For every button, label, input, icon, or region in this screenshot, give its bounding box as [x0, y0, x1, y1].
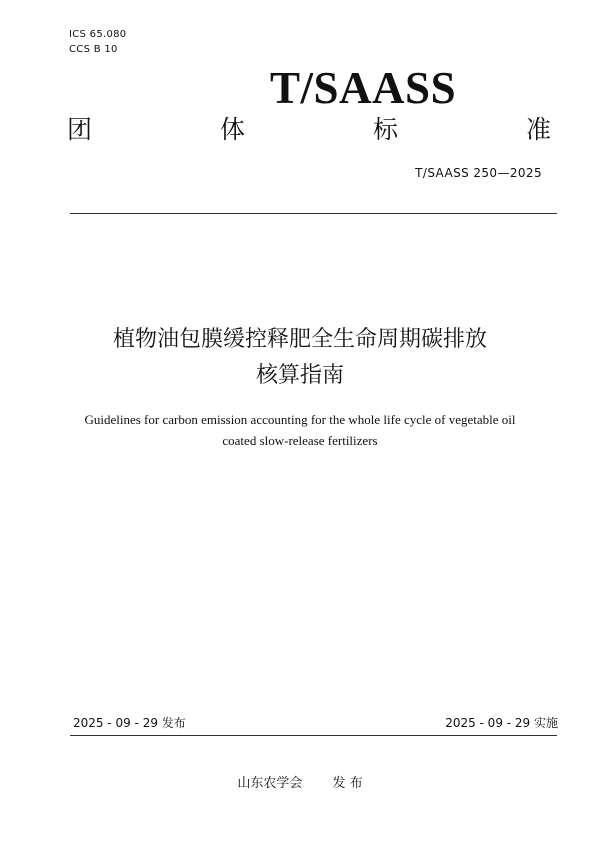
english-title-line: Guidelines for carbon emission accounting for the whole life cycle of vegetable oil	[84, 412, 516, 427]
release-date: 2025 - 09 - 29 发布	[73, 716, 186, 730]
standard-type-char: 标	[372, 115, 398, 144]
standard-type-heading	[67, 112, 551, 148]
issuer-line	[0, 775, 600, 793]
standard-logo-text: T/SAASS	[270, 63, 457, 113]
standard-type-char: 团	[67, 115, 93, 144]
english-title-line: coated slow-release fertilizers	[222, 433, 378, 448]
issuer-organization: 山东农学会	[237, 776, 303, 791]
standard-type-char: 体	[219, 115, 245, 144]
chinese-title-line: 植物油包膜缓控释肥全生命周期碳排放	[112, 327, 487, 352]
ics-code: ICS 65.080	[69, 29, 127, 40]
standard-type-char: 准	[525, 115, 551, 144]
ccs-code: CCS B 10	[69, 44, 118, 55]
chinese-title	[40, 322, 560, 394]
top-divider	[70, 213, 557, 214]
implementation-date: 2025 - 09 - 29 实施	[445, 716, 558, 730]
standard-number: T/SAASS 250—2025	[415, 166, 542, 180]
english-title	[40, 409, 560, 451]
bottom-divider	[70, 735, 557, 736]
issuer-action: 发 布	[332, 776, 363, 791]
chinese-title-line: 核算指南	[255, 363, 344, 388]
